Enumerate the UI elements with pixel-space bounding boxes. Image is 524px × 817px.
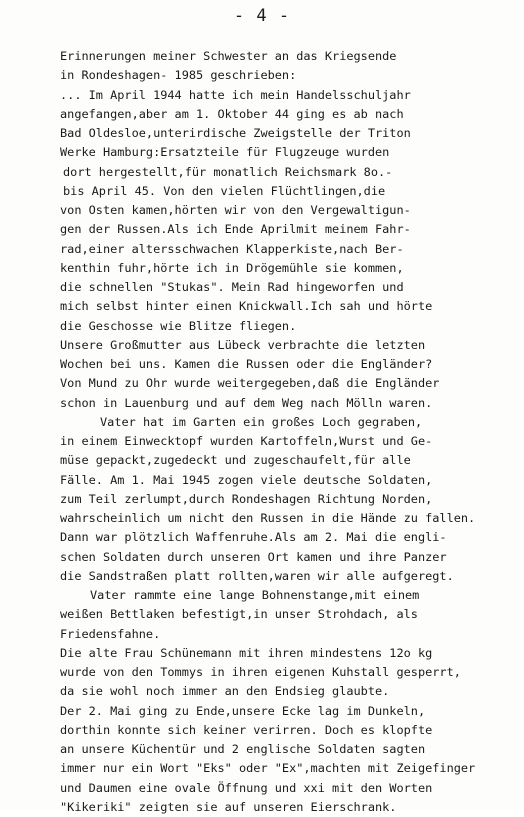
text-line: die Geschosse wie Blitze fliegen. <box>60 318 297 333</box>
text-line: gen der Russen.Als ich Ende Aprilmit meinem Fahr- <box>60 222 411 237</box>
text-line: ... Im April 1944 hatte ich mein Handelsschuljahr <box>60 87 411 102</box>
text-line: Von Mund zu Ohr wurde weitergegeben,daß die Engländer <box>60 376 440 391</box>
text-line: Friedensfahne. <box>60 626 161 641</box>
text-line: müse gepackt,zugedeckt und zugeschaufelt,für alle <box>60 453 411 468</box>
text-line: Dann war plötzlich Waffenruhe.Als am 2. Mai die engli- <box>60 530 447 545</box>
text-line: wahrscheinlich um nicht den Russen in die Hände zu fallen. <box>60 511 476 525</box>
text-line: Fälle. Am 1. Mai 1945 zogen viele deutsche Soldaten, <box>60 472 433 487</box>
text-line: und Daumen eine ovale Öffnung und xxi mit den Worten <box>60 780 433 795</box>
text-line: wurde von den Tommys in ihren eigenen Kuhstall gesperrt, <box>60 665 461 679</box>
text-line: zum Teil zerlumpt,durch Rondeshagen Richtung Norden, <box>60 491 433 506</box>
document-body <box>60 47 520 817</box>
text-line: die Sandstraßen platt rollten,waren wir alle aufgeregt. <box>60 568 454 583</box>
page-number: - 4 - <box>233 6 291 26</box>
text-line: Vater rammte eine lange Bohnenstange,mit einem <box>90 588 420 602</box>
text-line: schon in Lauenburg und auf dem Weg nach Mölln waren. <box>60 395 433 410</box>
text-line: an unsere Küchentür und 2 englische Soldaten sagten <box>60 742 426 756</box>
text-line: kenthin fuhr,hörte ich in Drögemühle sie kommen, <box>60 260 404 275</box>
text-line: in Rondeshagen- 1985 geschrieben: <box>60 68 297 83</box>
text-line: Werke Hamburg:Ersatzteile für Flugzeuge wurden <box>60 145 390 160</box>
text-line: rad,einer altersschwachen Klapperkiste,nach Ber- <box>60 241 404 256</box>
text-line: dorthin konnte sich keiner verirren. Doch es klopfte <box>60 722 433 737</box>
text-line: Erinnerungen meiner Schwester an das Kriegsende <box>60 49 397 63</box>
text-line: mich selbst hinter einen Knickwall.Ich sah und hörte <box>60 299 433 314</box>
text-line: in einem Einwecktopf wurden Kartoffeln,Wurst und Ge- <box>60 434 433 448</box>
text-line: dort hergestellt,für monatlich Reichsmark 8o.- <box>63 164 393 179</box>
text-line: von Osten kamen,hörten wir von den Vergewaltigun- <box>60 203 411 217</box>
text-line: Bad Oldesloe,unterirdische Zweigstelle der Triton <box>60 126 411 140</box>
text-line: Wochen bei uns. Kamen die Russen oder die Engländer? <box>60 357 433 371</box>
text-line: bis April 45. Von den vielen Flüchtlingen,die <box>63 183 386 198</box>
text-line: weißen Bettlaken befestigt,in unser Strohdach, als <box>60 607 418 622</box>
text-line: Vater hat im Garten ein großes Loch gegraben, <box>100 414 423 429</box>
text-line: Die alte Frau Schünemann mit ihren mindestens 12o kg <box>60 645 433 660</box>
text-line: Der 2. Mai ging zu Ende,unsere Ecke lag im Dunkeln, <box>60 703 426 718</box>
text-line: da sie wohl noch immer an den Endsieg glaubte. <box>60 684 390 699</box>
text-line: schen Soldaten durch unseren Ort kamen und ihre Panzer <box>60 549 447 564</box>
text-line: Unsere Großmutter aus Lübeck verbrachte die letzten <box>60 337 426 352</box>
text-line: "Kikeriki" zeigten sie auf unseren Eierschrank. <box>60 799 397 814</box>
text-line: angefangen,aber am 1. Oktober 44 ging es ab nach <box>60 106 404 121</box>
text-line: die schnellen "Stukas". Mein Rad hingeworfen und <box>60 280 404 294</box>
text-line: immer nur ein Wort "Eks" oder "Ex",machten mit Zeigefinger <box>60 761 476 776</box>
